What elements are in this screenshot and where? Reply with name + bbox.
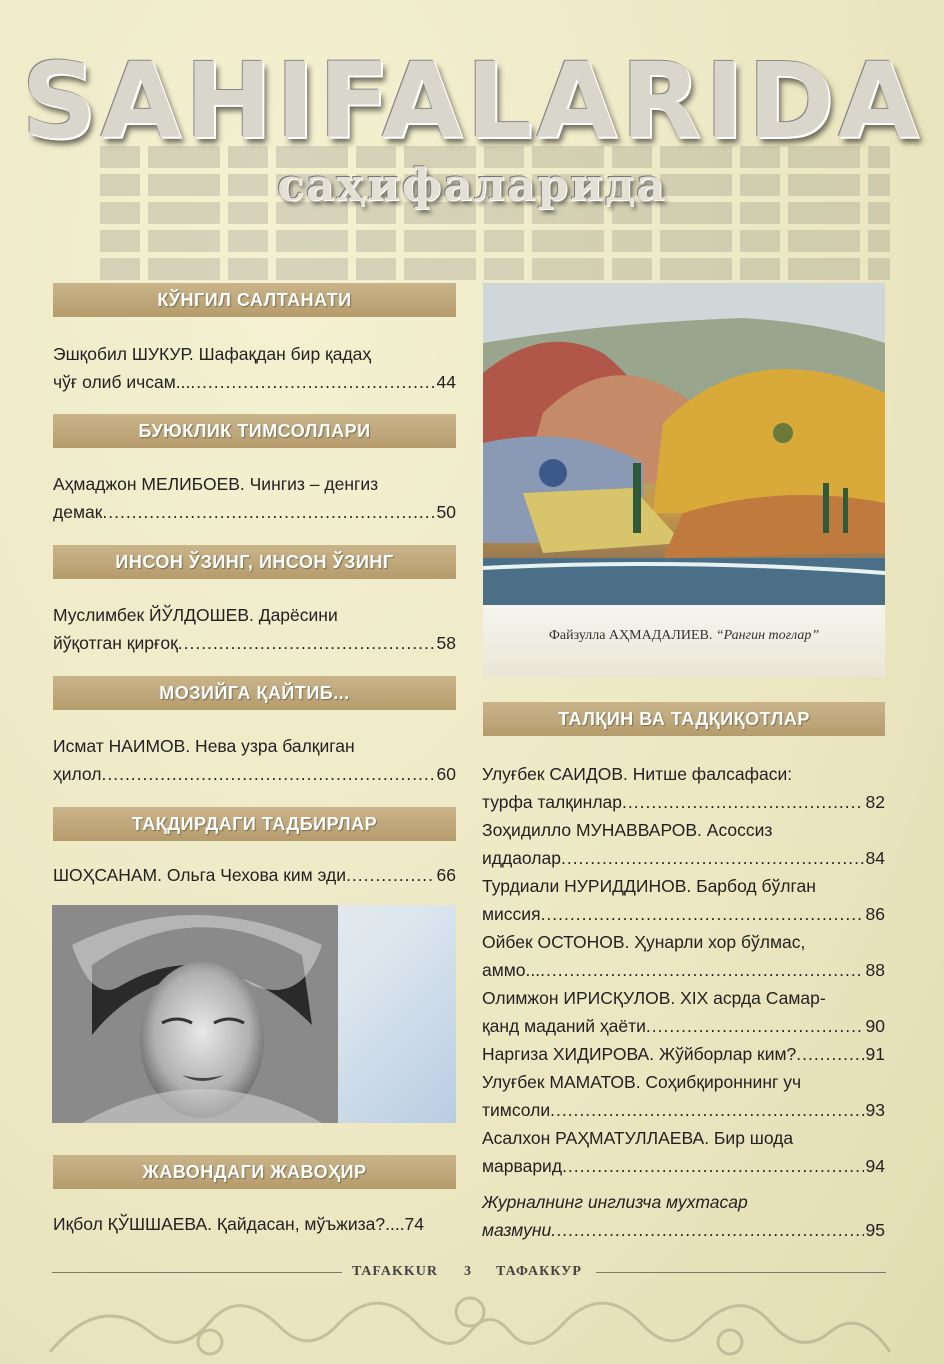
contents-entry[interactable] xyxy=(482,760,885,816)
page-number: 94 xyxy=(865,1156,885,1176)
page-number: 95 xyxy=(865,1220,885,1240)
decorative-ornament xyxy=(40,1282,900,1364)
painting-illustration xyxy=(483,283,885,605)
page-number: 50 xyxy=(436,502,456,522)
leader-dots xyxy=(346,861,434,889)
page-number: 44 xyxy=(436,372,456,392)
entry-line: мазмуни xyxy=(482,1220,552,1240)
page-number: 82 xyxy=(865,792,885,812)
leader-dots xyxy=(178,629,435,657)
section-heading: БУЮКЛИК ТИМСОЛЛАРИ xyxy=(53,414,456,448)
entry-line: ШОҲСАНАМ. Ольга Чехова ким эди xyxy=(53,865,347,885)
contents-entry[interactable] xyxy=(482,928,885,984)
leader-dots xyxy=(102,498,434,526)
entry-line: аммо... xyxy=(482,960,541,980)
page-number: 58 xyxy=(436,633,456,653)
entry-line: марварид xyxy=(482,1156,563,1176)
page-number: 86 xyxy=(865,904,885,924)
caption-author: Файзулла АҲМАДАЛИЕВ. xyxy=(548,628,713,643)
section-heading: ТАҚДИРДАГИ ТАДБИРЛАР xyxy=(53,807,456,841)
contents-entry[interactable] xyxy=(482,984,885,1040)
entry-line: Улуғбек МАМАТОВ. Соҳибқироннинг уч xyxy=(482,1072,802,1092)
leader-dots xyxy=(622,788,864,816)
footer-rule-left xyxy=(52,1272,342,1273)
page-number: 60 xyxy=(436,764,456,784)
contents-entry[interactable] xyxy=(53,470,456,526)
contents-entry[interactable] xyxy=(482,1188,885,1244)
section-heading: ТАЛҚИН ВА ТАДҚИҚОТЛАР xyxy=(483,702,885,736)
leader-dots xyxy=(796,1040,863,1068)
page-number: 90 xyxy=(865,1016,885,1036)
leader-dots xyxy=(562,1152,863,1180)
entry-line: чўғ олиб ичсам... xyxy=(53,372,191,392)
entry-line: миссия xyxy=(482,904,541,924)
entry-line: ҳилол xyxy=(53,764,102,784)
section-heading: ИНСОН ЎЗИНГ, ИНСОН ЎЗИНГ xyxy=(53,545,456,579)
leader-dots xyxy=(190,368,434,396)
entry-line: Зоҳидилло МУНАВВАРОВ. Асоссиз xyxy=(482,820,773,840)
contents-entry[interactable] xyxy=(482,1068,885,1124)
entry-line: Улуғбек САИДОВ. Нитше фалсафаси: xyxy=(482,764,793,784)
page-number: 88 xyxy=(865,960,885,980)
portrait-photo xyxy=(52,905,338,1123)
entry-line: Олимжон ИРИСҚУЛОВ. XIX асрда Самар- xyxy=(482,988,826,1008)
entry-line: демак xyxy=(53,502,103,522)
page-number: 66 xyxy=(436,865,456,885)
entry-line: Исмат НАИМОВ. Нева узра балқиган xyxy=(53,736,355,756)
page-title: SAHIFALARIDA xyxy=(21,40,923,162)
page-number: 91 xyxy=(865,1044,885,1064)
entry-line: Турдиали НУРИДДИНОВ. Барбод бўлган xyxy=(482,876,816,896)
contents-entry[interactable] xyxy=(53,1210,456,1238)
entry-line: тимсоли xyxy=(482,1100,551,1120)
leader-dots xyxy=(541,900,864,928)
contents-entry[interactable] xyxy=(53,601,456,657)
footer-page-number: 3 xyxy=(464,1264,472,1279)
contents-entry[interactable] xyxy=(53,732,456,788)
entry-line: Наргиза ХИДИРОВА. Жўйборлар ким? xyxy=(482,1044,797,1064)
page-subtitle: саҳифаларида xyxy=(277,160,667,211)
section-heading: КЎНГИЛ САЛТАНАТИ xyxy=(53,283,456,317)
contents-entry[interactable] xyxy=(482,1124,885,1180)
leader-dots xyxy=(646,1012,864,1040)
contents-entry[interactable] xyxy=(482,872,885,928)
footer-rule-right xyxy=(596,1272,886,1273)
contents-entry[interactable] xyxy=(482,816,885,872)
contents-entry[interactable] xyxy=(482,1040,885,1068)
entry-line: қанд маданий ҳаёти xyxy=(482,1016,646,1036)
entry-line: йўқотган қирғоқ xyxy=(53,633,178,653)
footer-magazine-name-cyrillic: ТАФАККУР xyxy=(496,1264,582,1279)
leader-dots xyxy=(561,844,864,872)
leader-dots xyxy=(102,760,435,788)
leader-dots xyxy=(551,1216,863,1244)
leader-dots xyxy=(540,956,863,984)
entry-line: Аҳмаджон МЕЛИБОЕВ. Чингиз – денгиз xyxy=(53,474,379,494)
portrait-illustration xyxy=(52,905,338,1123)
footer-magazine-name-latin: TAFAKKUR xyxy=(352,1264,439,1279)
section-heading: ЖАВОНДАГИ ЖАВОҲИР xyxy=(53,1155,456,1189)
contents-entry[interactable] xyxy=(53,340,456,396)
page-number: 84 xyxy=(865,848,885,868)
leader-dots xyxy=(550,1096,863,1124)
entry-line: турфа талқинлар xyxy=(482,792,623,812)
entry-line: Эшқобил ШУКУР. Шафақдан бир қадаҳ xyxy=(53,344,372,364)
painting-caption xyxy=(483,628,885,644)
page-number: 93 xyxy=(865,1100,885,1120)
caption-title: “Рангин тоғлар” xyxy=(715,628,820,643)
entry-line: Иқбол ҚЎШШАЕВА. Қайдасан, мўъжиза?....74 xyxy=(53,1214,425,1234)
entry-line: Ойбек ОСТОНОВ. Ҳунарли хор бўлмас, xyxy=(482,932,806,952)
landscape-painting xyxy=(483,283,885,605)
entry-line: иддаолар xyxy=(482,848,561,868)
section-heading: МОЗИЙГА ҚАЙТИБ... xyxy=(53,676,456,710)
entry-line: Асалхон РАҲМАТУЛЛАЕВА. Бир шода xyxy=(482,1128,794,1148)
contents-entry[interactable] xyxy=(53,861,456,889)
entry-line: Муслимбек ЙЎЛДОШЕВ. Дарёсини xyxy=(53,605,338,625)
entry-line: Журналнинг инглизча мухтасар xyxy=(482,1192,748,1212)
